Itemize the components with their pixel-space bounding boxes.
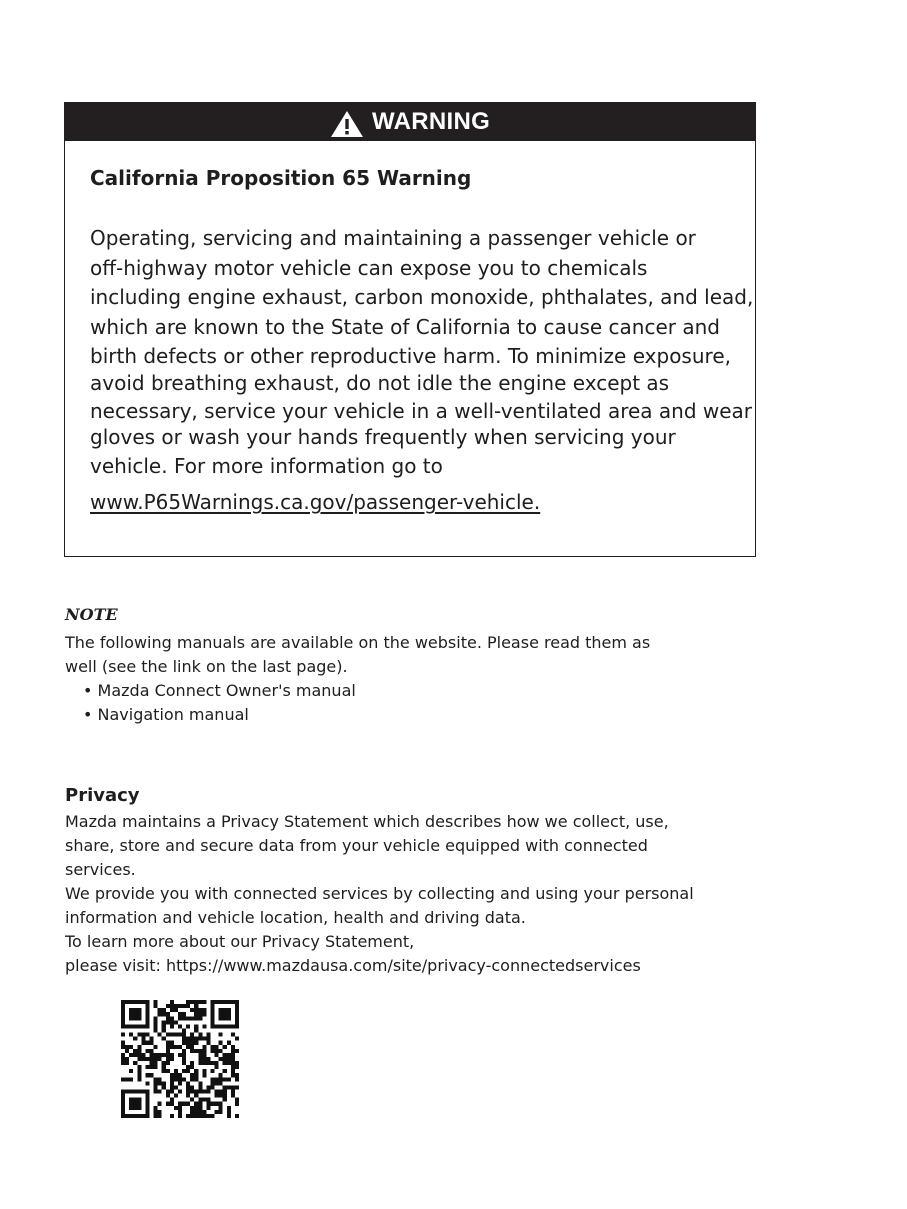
warning-header [65, 103, 755, 141]
warning-box [64, 102, 756, 557]
note-bullet-label: Mazda Connect Owner's manual [97, 681, 356, 700]
note-bullet-label: Navigation manual [97, 705, 249, 724]
privacy-text-line: To learn more about our Privacy Statement, [65, 932, 415, 951]
note-text-line: well (see the link on the last page). [65, 657, 348, 676]
p65-warnings-link[interactable]: www.P65Warnings.ca.gov/passenger-vehicle. [90, 490, 541, 514]
warning-body-line: Operating, servicing and maintaining a passenger vehicle or [90, 226, 696, 250]
qr-code-icon[interactable] [121, 1000, 239, 1118]
warning-triangle-icon [330, 107, 364, 138]
warning-body-line: off-highway motor vehicle can expose you to chemicals [90, 256, 648, 280]
note-text-line: The following manuals are available on the website. Please read them as [65, 633, 651, 652]
privacy-heading: Privacy [65, 785, 140, 806]
warning-header-label: WARNING [371, 108, 491, 135]
privacy-text-line: share, store and secure data from your vehicle equipped with connected [65, 836, 648, 855]
warning-body-line: avoid breathing exhaust, do not idle the engine except as [90, 371, 670, 395]
warning-body-line: necessary, service your vehicle in a well-ventilated area and wear [90, 399, 753, 423]
note-label: NOTE [65, 605, 118, 624]
note-bullet-item: • Navigation manual [83, 705, 249, 724]
note-bullet-item: • Mazda Connect Owner's manual [83, 681, 356, 700]
privacy-text-line: We provide you with connected services by collecting and using your personal [65, 884, 694, 903]
warning-body-line: including engine exhaust, carbon monoxide, phthalates, and lead, [90, 285, 754, 309]
privacy-text-line: information and vehicle location, health and driving data. [65, 908, 526, 927]
warning-body-line: which are known to the State of California to cause cancer and [90, 315, 720, 339]
warning-body-line: gloves or wash your hands frequently when servicing your [90, 425, 676, 449]
warning-body-line: vehicle. For more information go to [90, 454, 443, 478]
privacy-text-line: Mazda maintains a Privacy Statement which describes how we collect, use, [65, 812, 669, 831]
privacy-url-line[interactable]: please visit: https://www.mazdausa.com/site/privacy-connectedservices [65, 956, 641, 975]
warning-title: California Proposition 65 Warning [90, 166, 472, 190]
privacy-text-line: services. [65, 860, 136, 879]
warning-body-line: birth defects or other reproductive harm. To minimize exposure, [90, 344, 731, 368]
